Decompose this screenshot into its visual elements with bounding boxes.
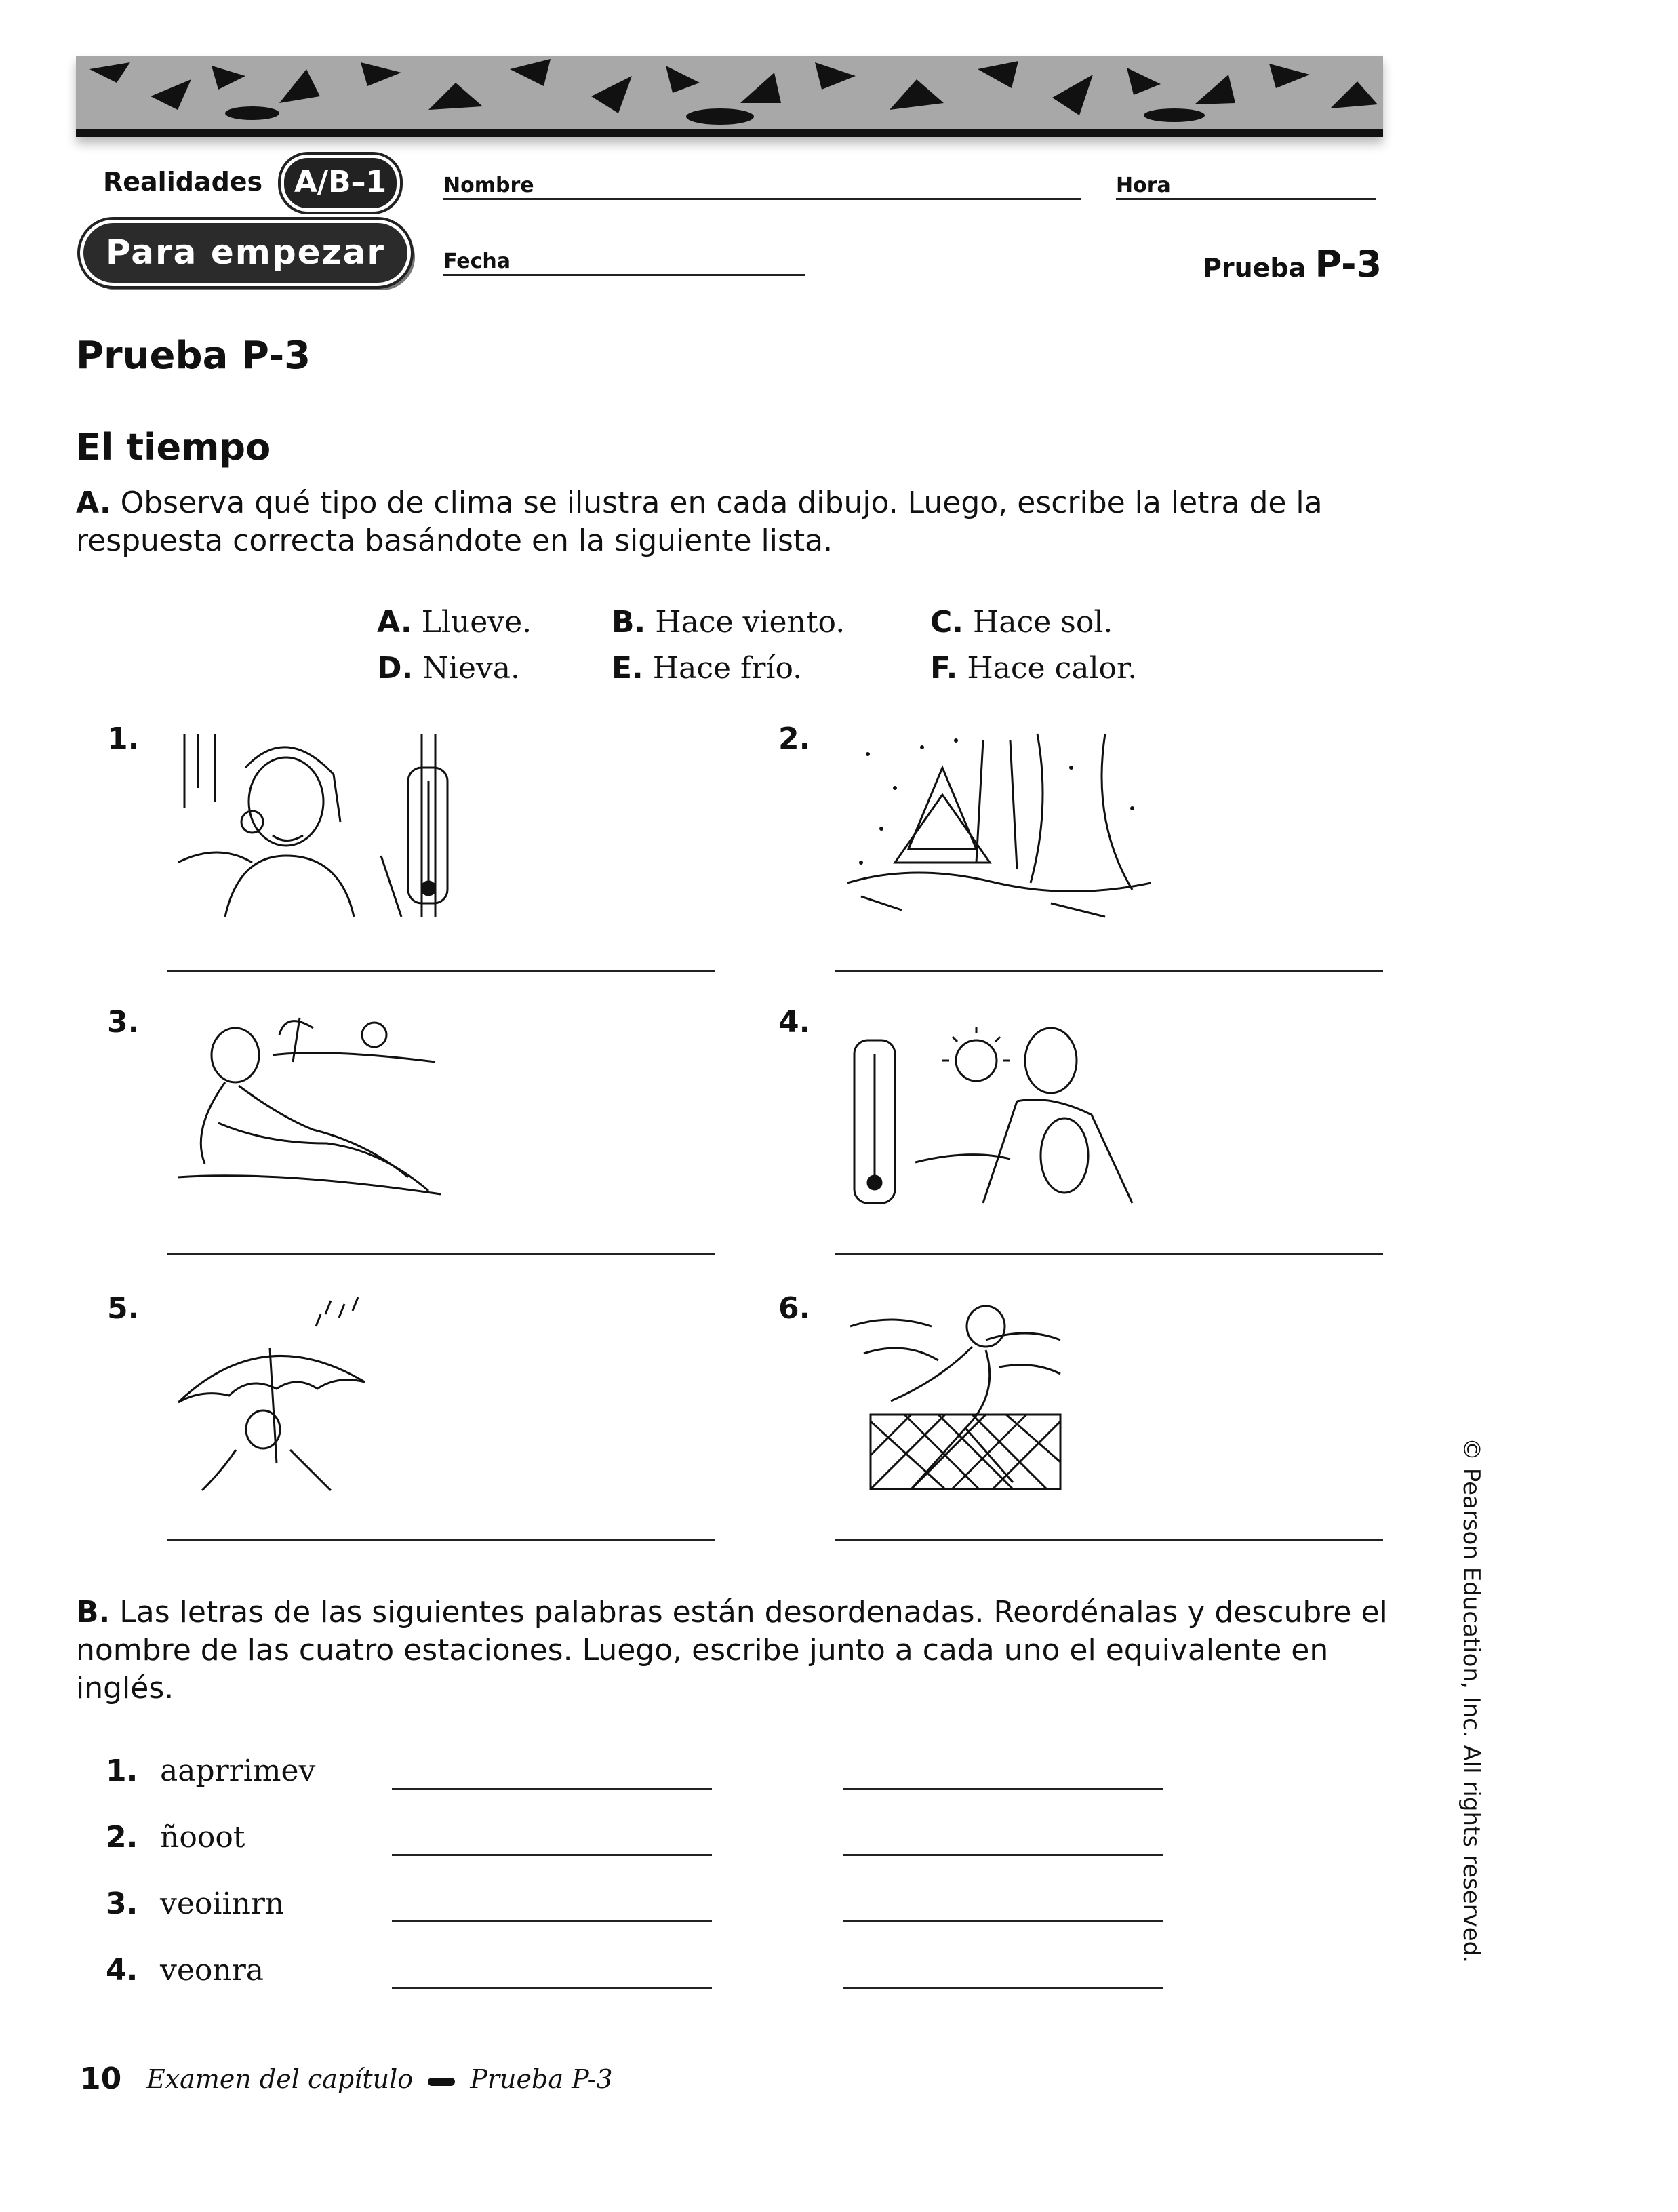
answer-line[interactable] xyxy=(835,1253,1383,1255)
spanish-answer-line[interactable] xyxy=(392,1987,712,1989)
answer-line[interactable] xyxy=(835,970,1383,972)
page-number: 10 xyxy=(80,2061,122,2096)
option-e: E. Hace frío. xyxy=(612,651,803,686)
quiz-header xyxy=(1203,243,1382,285)
option-b: B. Hace viento. xyxy=(612,605,845,639)
part-a-instructions xyxy=(76,484,1398,560)
scrambled-word: ñooot xyxy=(160,1820,245,1855)
quiz-label: Prueba xyxy=(1203,253,1306,283)
part-b-letter: B. xyxy=(76,1595,111,1630)
answer-line[interactable] xyxy=(167,970,715,972)
level-badge: A/B–1 xyxy=(281,155,400,212)
scramble-number: 4. xyxy=(106,1953,138,1988)
date-label: Fecha xyxy=(443,250,511,273)
scramble-number: 3. xyxy=(106,1887,138,1921)
beach-woman-illustration xyxy=(178,1008,441,1199)
option-a: A. Llueve. xyxy=(377,605,532,639)
item-number: 6. xyxy=(778,1291,811,1326)
part-b-text: Las letras de las siguientes palabras están desordenadas. Reordénalas y descubre el nombre de las cuatro estaciones. Luego, escribe junto a cada uno el equivalente en inglés. xyxy=(76,1595,1388,1705)
windy-man-illustration xyxy=(850,1299,1066,1496)
name-label: Nombre xyxy=(443,174,534,197)
part-a-letter: A. xyxy=(76,486,111,520)
scrambled-word: veoiinrn xyxy=(160,1887,285,1921)
part-a-text: Observa qué tipo de clima se ilustra en cada dibujo. Luego, escribe la letra de la respuesta correcta basándote en la siguiente lista. xyxy=(76,486,1323,558)
footer-text xyxy=(146,2064,613,2094)
footer-quiz: Prueba P-3 xyxy=(470,2064,613,2094)
answer-line[interactable] xyxy=(835,1539,1383,1541)
hot-man-illustration xyxy=(847,1013,1150,1207)
footer-separator xyxy=(428,2078,455,2086)
decorative-banner xyxy=(76,56,1383,137)
page-title: Prueba P-3 xyxy=(76,334,311,378)
english-answer-line[interactable] xyxy=(843,1920,1163,1922)
option-f: F. Hace calor. xyxy=(930,651,1138,686)
scrambled-word: veonra xyxy=(160,1953,264,1988)
spanish-answer-line[interactable] xyxy=(392,1920,712,1922)
scramble-number: 1. xyxy=(106,1754,138,1788)
name-field[interactable] xyxy=(443,198,1081,200)
item-number: 5. xyxy=(107,1291,140,1326)
chapter-badge: Para empezar xyxy=(80,220,411,286)
date-field[interactable] xyxy=(443,274,805,276)
part-b-instructions xyxy=(76,1594,1398,1707)
footer-book: Examen del capítulo xyxy=(146,2064,414,2094)
hour-label: Hora xyxy=(1116,174,1171,197)
scramble-number: 2. xyxy=(106,1820,138,1855)
snowy-forest-illustration xyxy=(847,727,1151,924)
english-answer-line[interactable] xyxy=(843,1987,1163,1989)
english-answer-line[interactable] xyxy=(843,1854,1163,1856)
spanish-answer-line[interactable] xyxy=(392,1788,712,1790)
answer-line[interactable] xyxy=(167,1253,715,1255)
copyright-notice: © Pearson Education, Inc. All rights reserved. xyxy=(1458,1438,1485,1964)
scrambled-word: aaprrimev xyxy=(160,1754,316,1788)
quiz-code: P-3 xyxy=(1315,243,1382,285)
spanish-answer-line[interactable] xyxy=(392,1854,712,1856)
hour-field[interactable] xyxy=(1116,198,1376,200)
option-c: C. Hace sol. xyxy=(930,605,1113,639)
item-number: 4. xyxy=(778,1005,811,1040)
english-answer-line[interactable] xyxy=(843,1788,1163,1790)
item-number: 2. xyxy=(778,722,811,756)
section-title: El tiempo xyxy=(76,426,271,469)
series-label: Realidades xyxy=(103,167,263,197)
rain-umbrella-illustration xyxy=(175,1294,378,1493)
item-number: 3. xyxy=(107,1005,140,1040)
item-number: 1. xyxy=(107,722,140,756)
answer-line[interactable] xyxy=(167,1539,715,1541)
option-d: D. Nieva. xyxy=(377,651,520,686)
cold-woman-illustration xyxy=(178,727,480,920)
